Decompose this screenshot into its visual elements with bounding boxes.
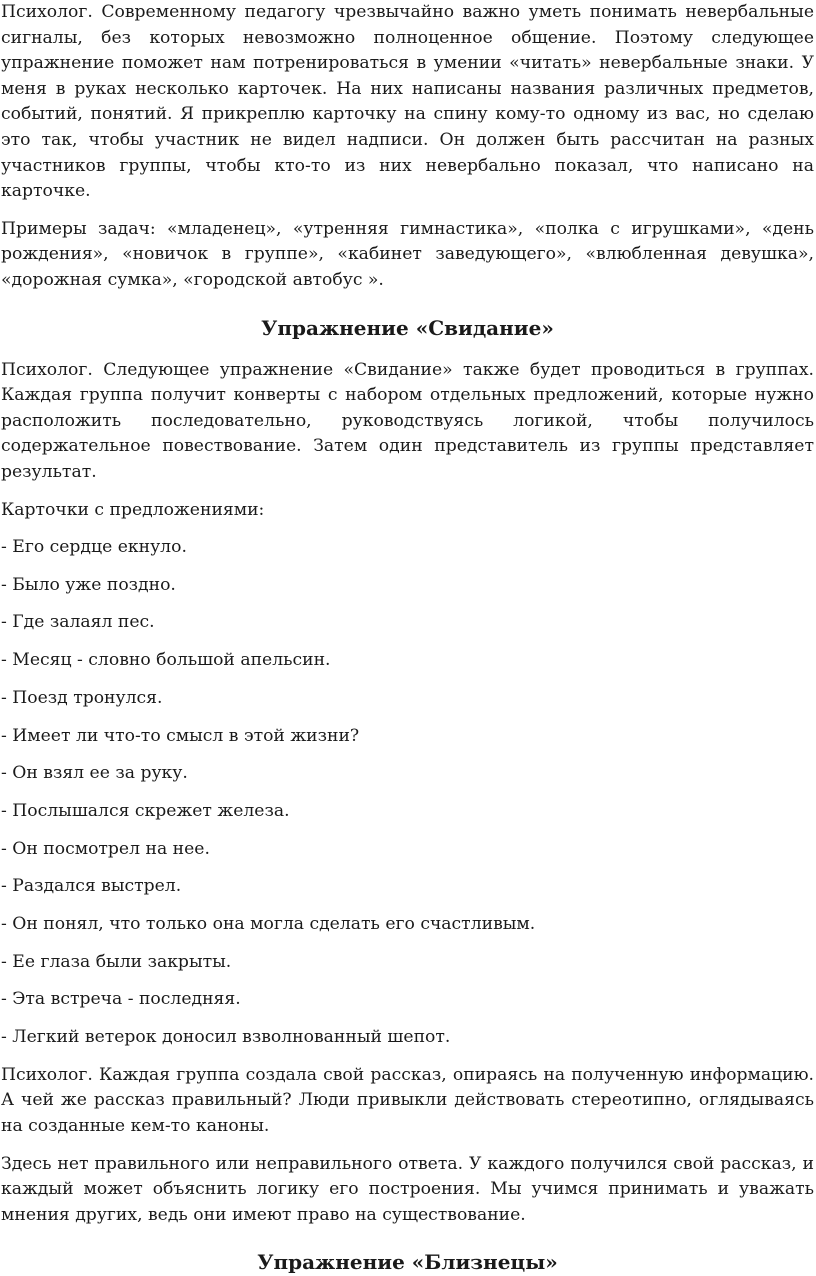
cards-label: Карточки с предложениями: [1,499,265,520]
paragraph-task-examples: Примеры задач: «младенец», «утренняя гимнастика», «полка с игрушками», «день рождения», «новичок в группе», «кабинет заведующего», «влюбленная девушка», «дорожная сумка», «городской автобус ». [1,218,814,290]
list-item: - Имеет ли что-то смысл в этой жизни? [1,725,360,746]
list-item: - Ее глаза были закрыты. [1,951,232,972]
list-item: - Он понял, что только она могла сделать его счастливым. [1,913,536,934]
list-item: - Он взял ее за руку. [1,763,188,784]
list-item: - Раздался выстрел. [1,876,182,897]
paragraph-group-stories: Психолог. Каждая группа создала свой рассказ, опираясь на полученную информацию. А чей же рассказ правильный? Люди привыкли действовать стереотипно, оглядываясь на созданные кем-то каноны. [1,1064,814,1136]
paragraph-exercise-description: Психолог. Следующее упражнение «Свидание» также будет проводиться в группах. Каждая группа получит конверты с набором отдельных предложений, которые нужно расположить последовательно, руководствуясь логикой, чтобы получилось содержательное повествование. Затем один представитель из группы представляет результат. [1,359,814,482]
list-item: - Эта встреча - последняя. [1,989,241,1010]
list-item: - Его сердце екнуло. [1,537,187,558]
list-item: - Легкий ветерок доносил взволнованный шепот. [1,1027,451,1048]
list-item: - Было уже поздно. [1,574,176,595]
list-item: - Он посмотрел на нее. [1,838,210,859]
paragraph-psychologist-intro: Психолог. Современному педагогу чрезвычайно важно уметь понимать невербальные сигналы, без которых невозможно полноценное общение. Поэтому следующее упражнение поможет нам потренироваться в умении «читать» невербальные знаки. У меня в руках несколько карточек. На них написаны названия различных предметов, событий, понятий. Я прикреплю карточку на спину кому-то одному из вас, но сделаю это так, чтобы участник не видел надписи. Он должен быть рассчитан на разных участников группы, чтобы кто-то из них невербально показал, что написано на карточке. [1,2,814,202]
paragraph-no-right-answer: Здесь нет правильного или неправильного ответа. У каждого получился свой рассказ, и каждый может объяснить логику его построения. Мы учимся принимать и уважать мнения других, ведь они имеют право на существование. [1,1153,814,1225]
sentence-cards-list [1,535,814,1051]
section-heading-bliznetsy: Упражнение «Близнецы» [257,1250,558,1275]
section-heading-svidanie: Упражнение «Свидание» [261,315,554,340]
list-item: - Послышался скрежет железа. [1,800,290,821]
list-item: - Месяц - словно большой апельсин. [1,650,331,671]
list-item: - Где залаял пес. [1,612,155,633]
list-item: - Поезд тронулся. [1,687,163,708]
